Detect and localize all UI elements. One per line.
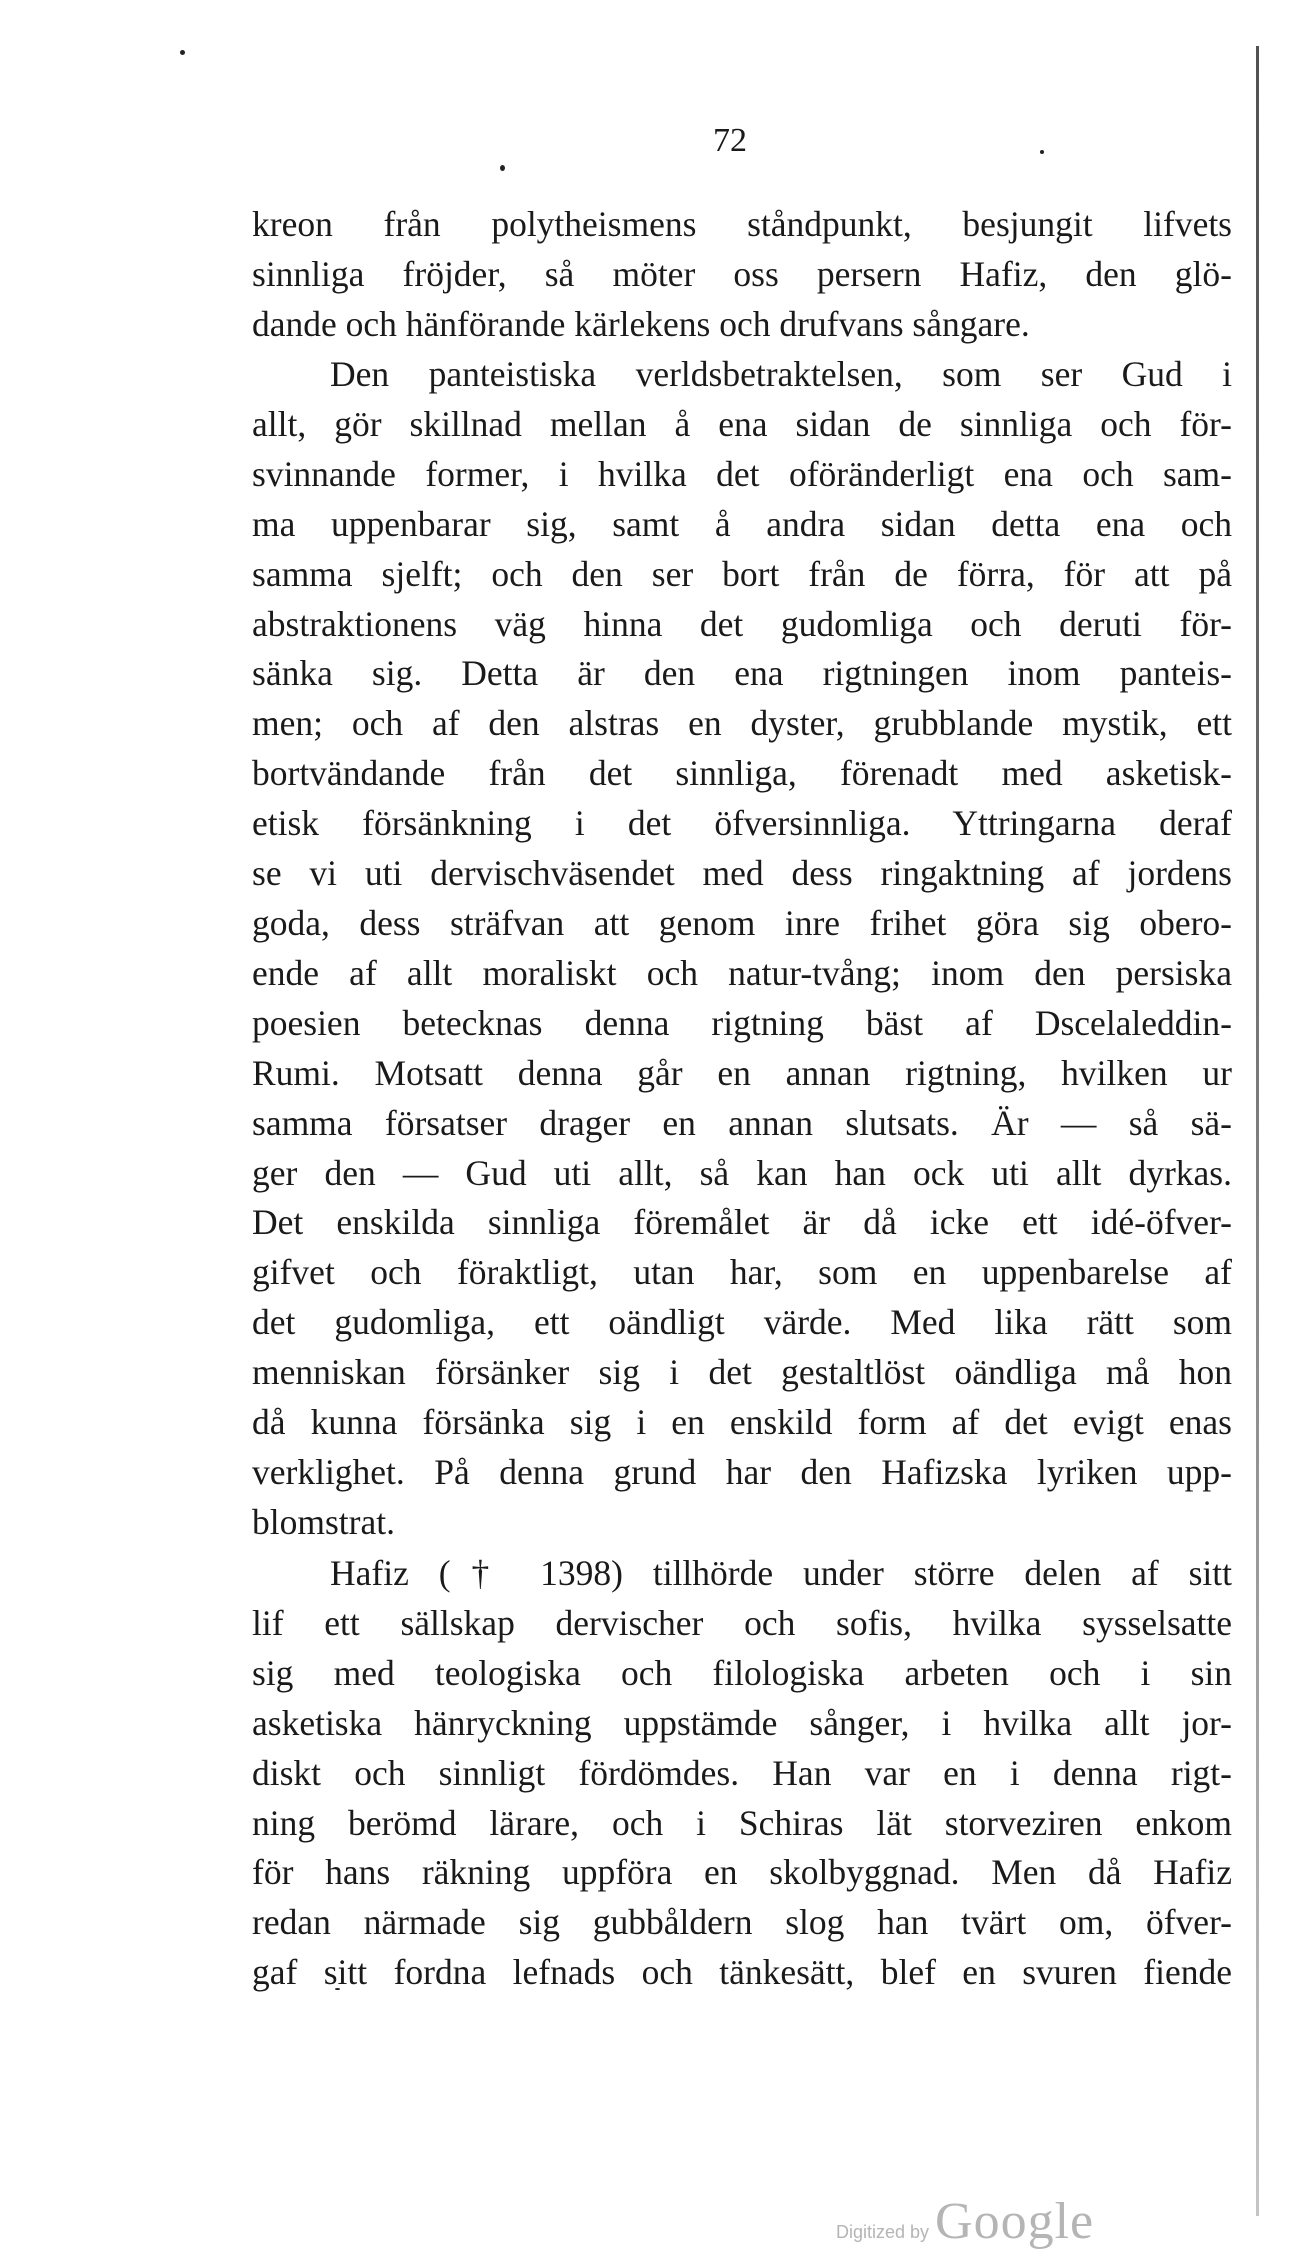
text-line: abstraktionens väg hinna det gudomliga och deruti för- [252, 603, 1232, 644]
page-number: 72 [713, 122, 747, 159]
text-line: allt, gör skillnad mellan å ena sidan de sinnliga och för- [252, 403, 1232, 444]
text-line: se vi uti dervischväsendet med dess ringaktning af jordens [252, 853, 1232, 894]
text-line: då kunna försänka sig i en enskild form af det evigt enas [252, 1402, 1232, 1443]
text-line: menniskan försänker sig i det gestaltlöst oändliga må hon [252, 1352, 1232, 1393]
text-line: sinnliga fröjder, så möter oss persern Hafiz, den glö- [252, 253, 1232, 294]
text-line: bortvändande från det sinnliga, förenadt med asketisk- [252, 753, 1232, 794]
text-line: dande och hänförande kärlekens och drufvans sångare. [252, 303, 1030, 344]
scan-speck [180, 50, 185, 55]
text-line: lif ett sällskap dervischer och sofis, hvilka sysselsatte [252, 1602, 1232, 1643]
text-line: asketiska hänryckning uppstämde sånger, i hvilka allt jor- [252, 1702, 1232, 1743]
text-line: kreon från polytheismens ståndpunkt, besjungit lifvets [252, 204, 1232, 244]
text-line: Det enskilda sinnliga föremålet är då icke ett idé-öfver- [252, 1202, 1232, 1243]
text-line: ma uppenbarar sig, samt å andra sidan detta ena och [252, 503, 1232, 544]
text-line: samma försatser drager en annan slutsats. Är — så sä- [252, 1102, 1232, 1143]
paragraph [252, 200, 1232, 350]
text-line: Hafiz († 1398) tillhörde under större delen af sitt [330, 1553, 1232, 1593]
text-line: ning berömd lärare, och i Schiras lät storveziren enkom [252, 1802, 1232, 1843]
text-line: etisk försänkning i det öfversinnliga. Yttringarna deraf [252, 803, 1232, 844]
watermark-prefix: Digitized by [836, 2222, 930, 2242]
paragraph [252, 1549, 1232, 1998]
page-edge-rule [1256, 46, 1259, 2216]
text-line: blomstrat. [252, 1501, 395, 1542]
text-line: gaf sitt fordna lefnads och tänkesätt, blef en svuren fiende [252, 1952, 1232, 1993]
text-line: svinnande former, i hvilka det oföränderligt ena och sam- [252, 453, 1232, 494]
text-line: men; och af den alstras en dyster, grubblande mystik, ett [252, 703, 1232, 744]
text-line: gifvet och föraktligt, utan har, som en uppenbarelse af [252, 1252, 1232, 1293]
text-line: samma sjelft; och den ser bort från de förra, för att på [252, 553, 1232, 594]
text-line: redan närmade sig gubbåldern slog han tvärt om, öfver- [252, 1902, 1232, 1943]
text-line: diskt och sinnligt fördömdes. Han var en i denna rigt- [252, 1752, 1232, 1793]
text-line: det gudomliga, ett oändligt värde. Med lika rätt som [252, 1302, 1232, 1343]
text-line: sig med teologiska och filologiska arbeten och i sin [252, 1652, 1232, 1693]
text-line: goda, dess sträfvan att genom inre frihet göra sig obero- [252, 902, 1232, 943]
text-line: verklighet. På denna grund har den Hafizska lyriken upp- [252, 1451, 1232, 1492]
scan-speck [500, 165, 505, 171]
text-line: ende af allt moraliskt och natur-tvång; inom den persiska [252, 952, 1232, 993]
google-logo: Google [935, 2193, 1095, 2250]
paragraph [252, 350, 1232, 1548]
digitized-by-watermark [836, 2192, 1094, 2251]
text-line: ger den — Gud uti allt, så kan han ock uti allt dyrkas. [252, 1152, 1232, 1193]
text-line: Den panteistiska verldsbetraktelsen, som ser Gud i [330, 354, 1232, 394]
text-line: poesien betecknas denna rigtning bäst af Dscelaleddin- [252, 1002, 1232, 1043]
text-line: sänka sig. Detta är den ena rigtningen inom panteis- [252, 653, 1232, 694]
text-line: Rumi. Motsatt denna går en annan rigtning, hvilken ur [252, 1052, 1232, 1093]
scan-speck [1040, 150, 1044, 154]
text-line: för hans räkning uppföra en skolbyggnad. Men då Hafiz [252, 1852, 1232, 1893]
